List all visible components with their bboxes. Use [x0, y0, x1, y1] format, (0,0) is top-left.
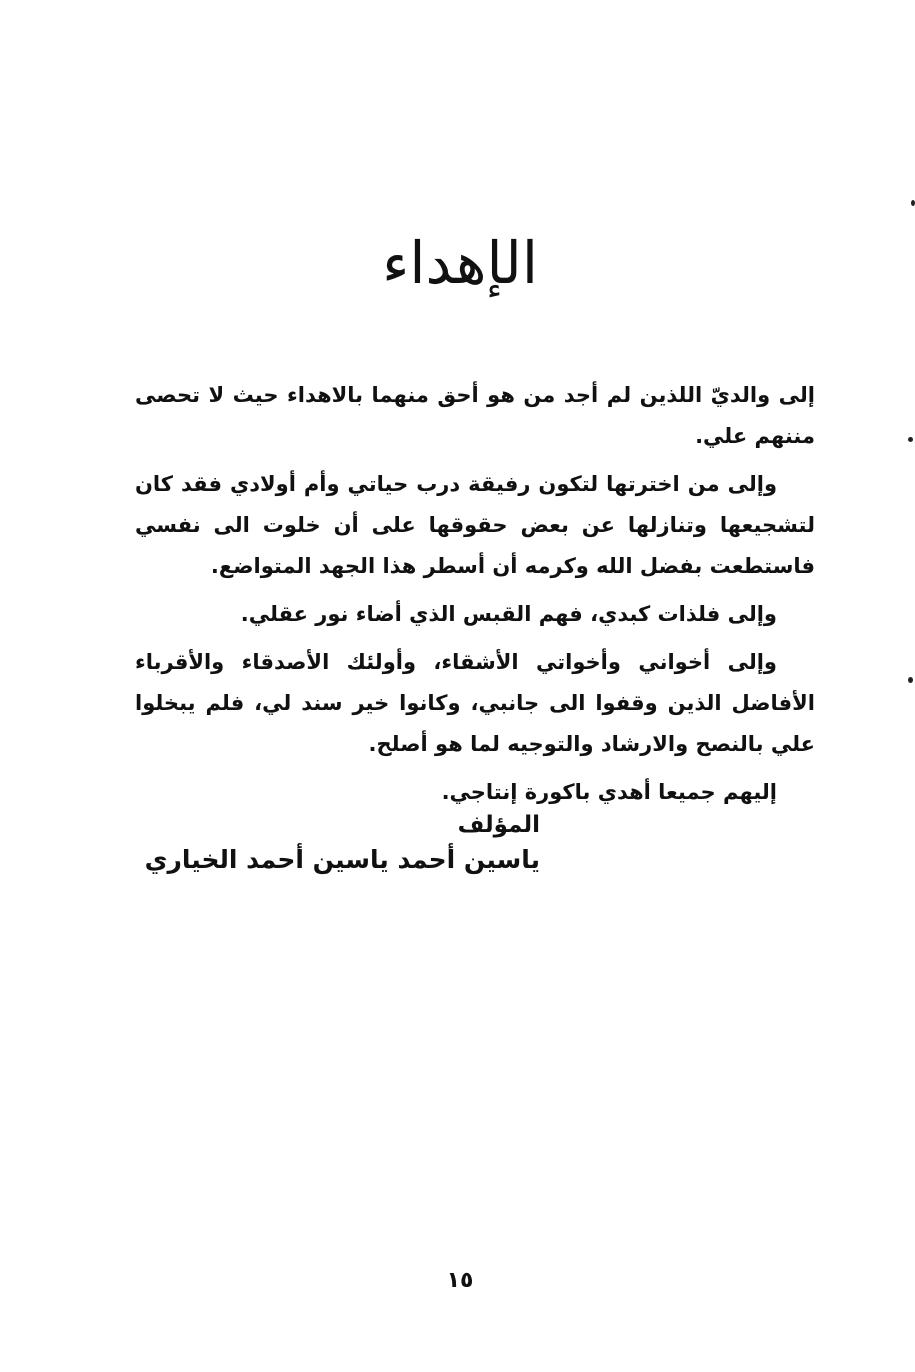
paragraph-siblings-friends: وإلى أخواني وأخواتي الأشقاء، وأولئك الأصدقاء والأقرباء الأفاضل الذين وقفوا الى جانبي، وكانوا خير سند لي، فلم يبخلوا علي بالنصح والارشاد والتوجيه لما هو أصلح.: [135, 650, 815, 756]
scan-speck: [911, 200, 915, 206]
page-number: ١٥: [446, 1268, 474, 1293]
paragraph-parents: إلى والديّ اللذين لم أجد من هو أحق منهما بالاهداء حيث لا تحصى مننهم علي.: [135, 383, 815, 448]
paragraph-children: وإلى فلذات كبدي، فهم القبس الذي أضاء نور عقلي.: [240, 602, 777, 626]
paragraph-wife: وإلى من اخترتها لتكون رفيقة درب حياتي وأم أولادي فقد كان لتشجيعها وتنازلها عن بعض حقوقها على أن خلوت الى نفسي فاستطعت بفضل الله وكرمه أن أسطر هذا الجهد المتواضع.: [135, 472, 815, 578]
scan-speck: [908, 437, 913, 442]
dedication-heading: الإهداء: [382, 229, 538, 297]
paragraph-closing: إليهم جميعا أهدي باكورة إنتاجي.: [441, 780, 777, 804]
signature-label: المؤلف: [457, 812, 540, 838]
signature-name: ياسين أحمد ياسين أحمد الخياري: [144, 845, 540, 874]
scan-speck: [908, 677, 913, 683]
dedication-body: [135, 375, 815, 820]
